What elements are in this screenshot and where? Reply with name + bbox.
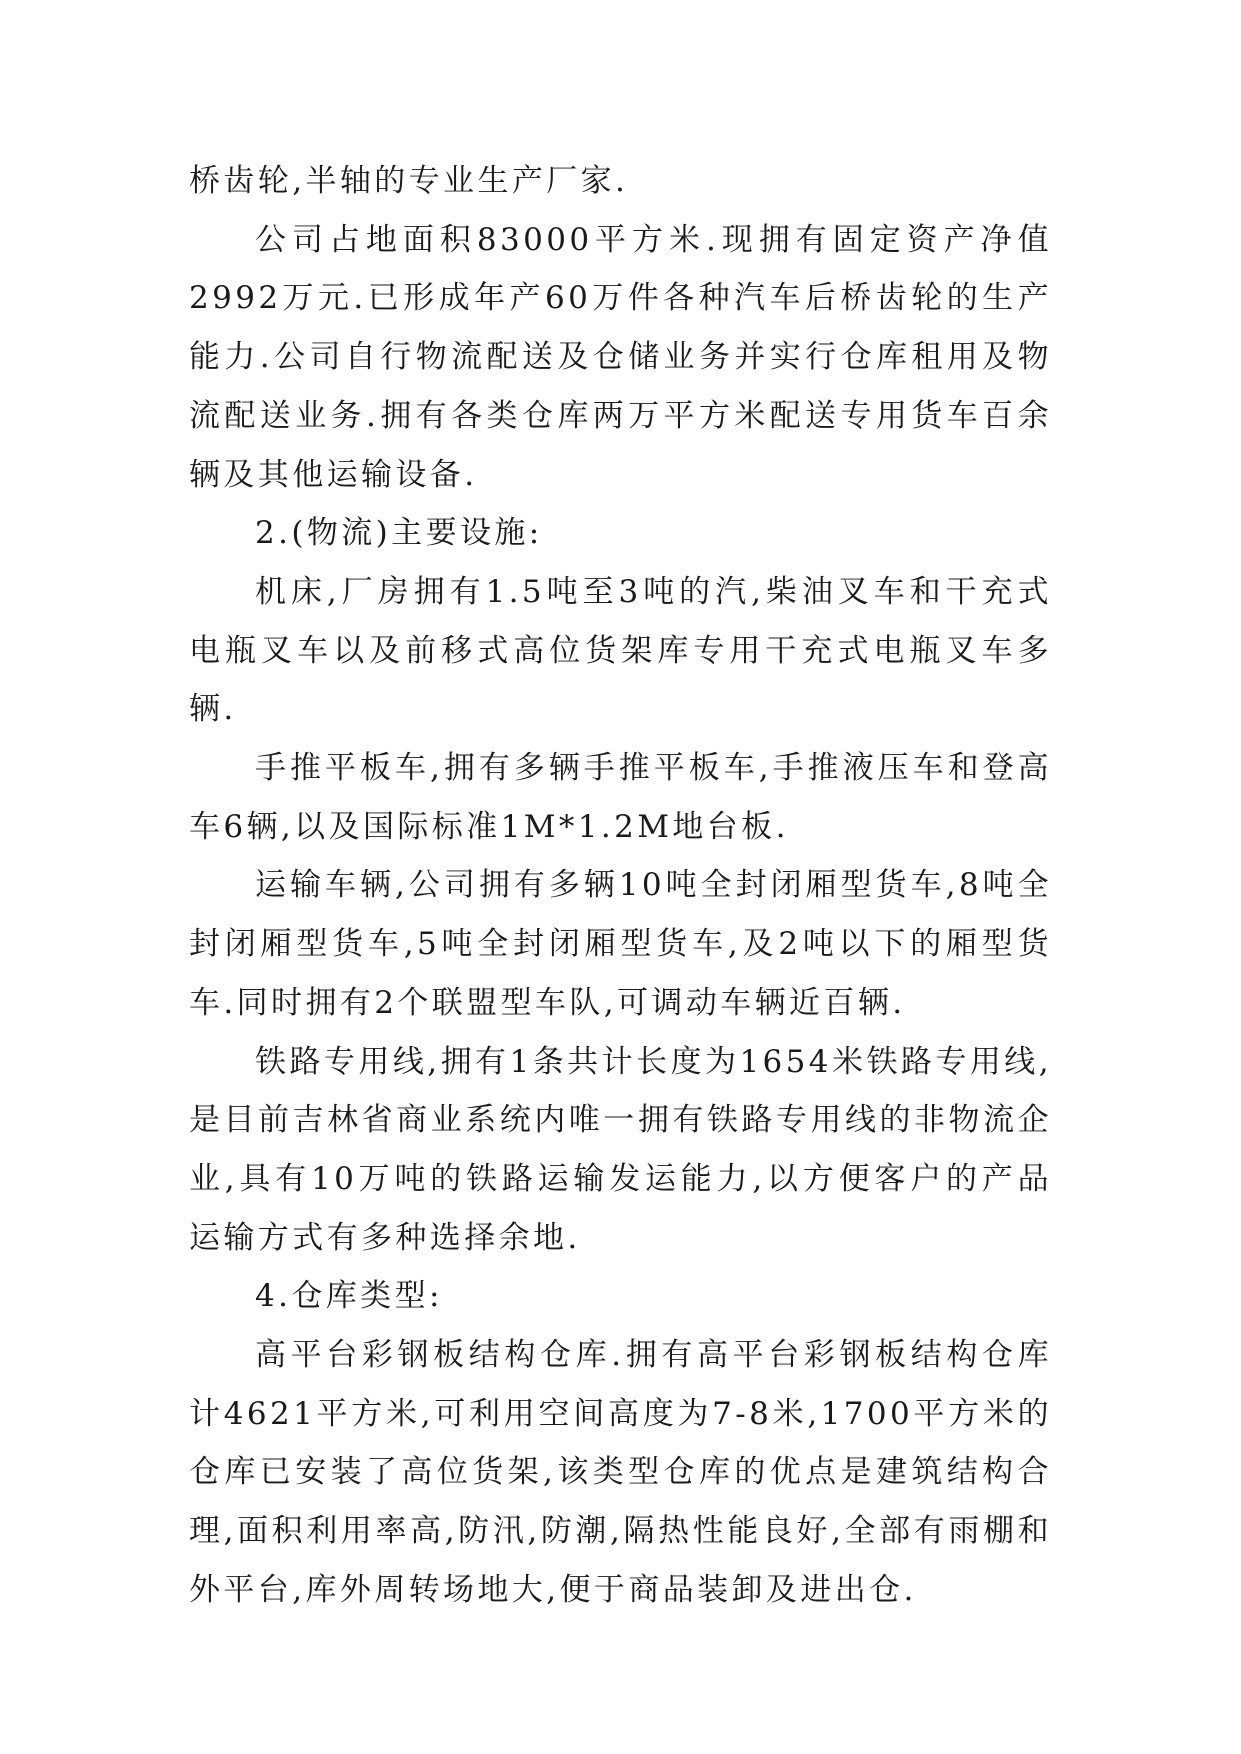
paragraph-transport-vehicles: 运输车辆,公司拥有多辆10吨全封闭厢型货车,8吨全封闭厢型货车,5吨全封闭厢型货车,及2吨以下的厢型货车.同时拥有2个联盟型车队,可调动车辆近百辆. bbox=[189, 867, 1052, 1021]
section-heading-warehouse-types: 4.仓库类型: bbox=[255, 1278, 443, 1315]
paragraph-railway-line: 铁路专用线,拥有1条共计长度为1654米铁路专用线,是目前吉林省商业系统内唯一拥有铁路专用线的非物流企业,具有10万吨的铁路运输发运能力,以方便客户的产品运输方式有多种选择余地. bbox=[189, 1043, 1052, 1256]
document-body bbox=[189, 152, 1052, 1620]
section-heading-main-facilities: 2.(物流)主要设施: bbox=[255, 515, 543, 552]
paragraph-hand-carts: 手推平板车,拥有多辆手推平板车,手推液压车和登高车6辆,以及国际标准1M*1.2M地台板. bbox=[189, 750, 1052, 845]
paragraph-forklifts: 机床,厂房拥有1.5吨至3吨的汽,柴油叉车和干充式电瓶叉车以及前移式高位货架库专用干充式电瓶叉车多辆. bbox=[189, 573, 1052, 728]
paragraph-steel-warehouse: 高平台彩钢板结构仓库.拥有高平台彩钢板结构仓库计4621平方米,可利用空间高度为7-8米,1700平方米的仓库已安装了高位货架,该类型仓库的优点是建筑结构合理,面积利用率高,防汛,防潮,隔热性能良好,全部有雨棚和外平台,库外周转场地大,便于商品装卸及进出仓. bbox=[189, 1337, 1052, 1608]
paragraph-company-overview: 公司占地面积83000平方米.现拥有固定资产净值2992万元.已形成年产60万件各种汽车后桥齿轮的生产能力.公司自行物流配送及仓储业务并实行仓库租用及物流配送业务.拥有各类仓库两万平方米配送专用货车百余辆及其他运输设备. bbox=[189, 221, 1052, 493]
paragraph-continuation: 桥齿轮,半轴的专业生产厂家. bbox=[189, 163, 629, 199]
